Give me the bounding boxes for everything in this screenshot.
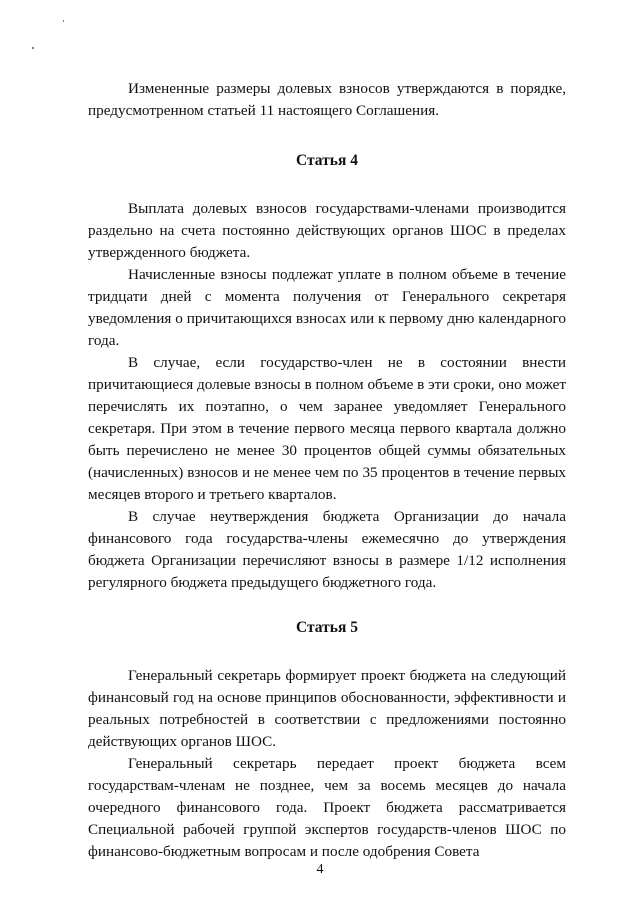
article-5-paragraph: Генеральный секретарь передает проект бюджета всем государствам-членам не позднее, чем за восемь месяцев до начала очередного финансового года. Проект бюджета рассматривается Специальной рабочей группой экспертов государств-членов ШОС по финансово-бюджетным вопросам и после одобрения Совета xyxy=(88,755,566,860)
article-5-heading: Статья 5 xyxy=(296,619,358,636)
paragraph-budget-changes: Измененные размеры долевых взносов утверждаются в порядке, предусмотренном статьей 11 настоящего Соглашения. xyxy=(88,80,566,119)
scan-speck xyxy=(63,20,64,22)
article-4-heading: Статья 4 xyxy=(296,152,358,169)
page-number: 4 xyxy=(316,862,324,877)
article-4-paragraph: Выплата долевых взносов государствами-членами производится раздельно на счета постоянно действующих органов ШОС в пределах утвержденного бюджета. xyxy=(88,200,566,261)
article-4-paragraph: В случае неутверждения бюджета Организации до начала финансового года государства-члены ежемесячно до утверждения бюджета Организации перечисляют взносы в размере 1/12 исполнения регулярного бюджета предыдущего бюджетного года. xyxy=(88,508,566,591)
article-4-paragraph: В случае, если государство-член не в состоянии внести причитающиеся долевые взносы в полном объеме в эти сроки, оно может перечислять их поэтапно, о чем заранее уведомляет Генерального секретаря. При этом в течение первого месяца первого квартала должно быть перечислено не менее 30 процентов общей суммы обязательных (начисленных) взносов и не менее чем по 35 процентов в течение первых месяцев второго и третьего кварталов. xyxy=(88,354,566,503)
article-5-paragraph: Генеральный секретарь формирует проект бюджета на следующий финансовый год на основе принципов обоснованности, эффективности и реальных потребностей в соответствии с предложениями постоянно действующих органов ШОС. xyxy=(88,667,566,750)
scan-speck xyxy=(32,47,34,49)
article-4-paragraph: Начисленные взносы подлежат уплате в полном объеме в течение тридцати дней с момента получения от Генерального секретаря уведомления о причитающихся взносах или к первому дню календарного года. xyxy=(88,266,566,349)
